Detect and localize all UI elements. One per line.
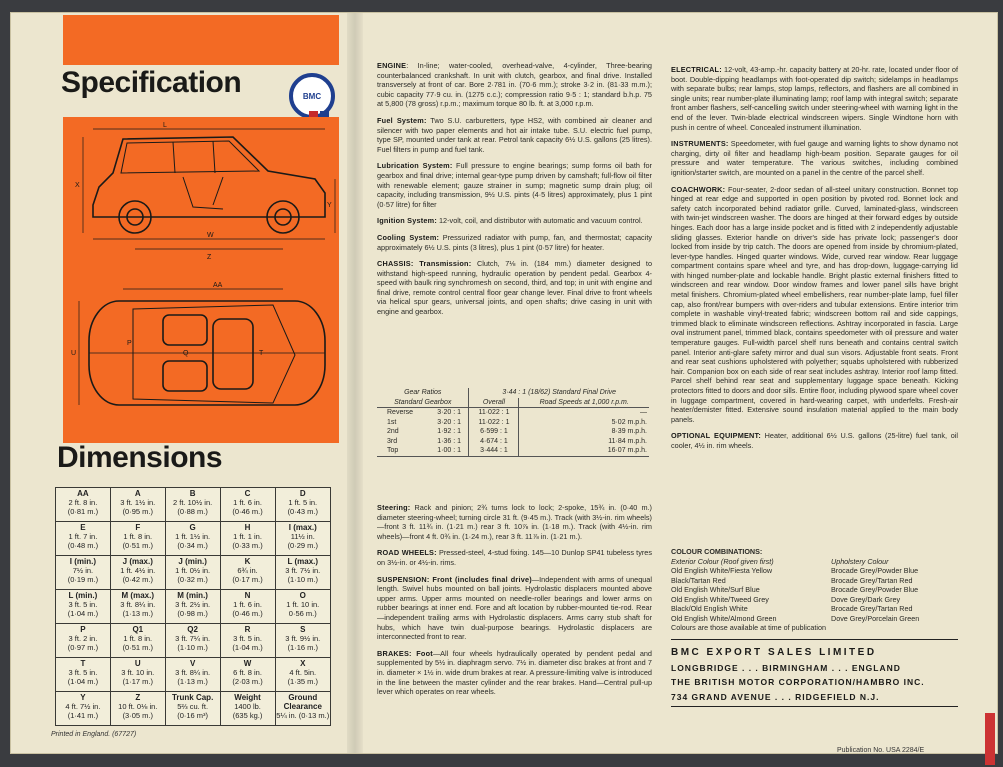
dimension-metric: (1·41 m.) bbox=[67, 711, 99, 720]
dimension-imperial: 10 ft. 0⅛ in. bbox=[118, 702, 158, 711]
gear-ratio: 3·20 : 1 bbox=[430, 408, 469, 418]
fuel-section bbox=[377, 116, 652, 154]
dimension-metric: (0·29 m.) bbox=[287, 541, 318, 550]
dimension-imperial: 3 ft. 8¼ in. bbox=[120, 600, 156, 609]
overall-ratio: 11·022 : 1 bbox=[469, 408, 519, 418]
chassis-text: Clutch, 7⅛ in. (184 mm.) diameter designed to withstand high-speed running, hydraulic operation by pendent pedal. Gearbox 4-speed with baulk ring synchromesh on second, third, and top; in unit with engine and final drive, remote control central floor gear change lever. Final drive to front wheels via helical spur gears, universal joints, and open shafts; drive casing in unit with engine and gearbox. bbox=[377, 259, 653, 317]
dimension-metric: (0·42 m.) bbox=[122, 575, 153, 584]
exterior-colour: Old English White/Fiesta Yellow bbox=[671, 566, 773, 575]
sales-line-4: 734 GRAND AVENUE . . . RIDGEFIELD N.J. bbox=[671, 691, 880, 702]
dimension-cell bbox=[275, 522, 330, 556]
sales-line-1: BMC EXPORT SALES LIMITED bbox=[671, 647, 877, 658]
dimension-imperial: 2 ft. 8 in. bbox=[68, 498, 98, 507]
optional-section bbox=[671, 431, 958, 450]
dimension-key: Y bbox=[80, 693, 86, 702]
suspension-section bbox=[377, 575, 652, 642]
gear-ratios-header: Gear Ratios bbox=[377, 388, 469, 398]
svg-text:Q: Q bbox=[183, 350, 189, 357]
svg-text:W: W bbox=[207, 232, 214, 239]
dimension-key: AA bbox=[77, 489, 89, 498]
dimension-metric: (0·46 m.) bbox=[232, 507, 263, 516]
sales-line-2: LONGBRIDGE . . . BIRMINGHAM . . . ENGLAND bbox=[671, 662, 901, 673]
instruments-text: Speedometer, with fuel gauge and warning lights to show dynamo not charging, dirty oil filter and headlamp high-beam position. Separate gauges for oil pressure and water temperature. The various switches, including combined ignition/starter switch, are mounted on a panel in the centre of the parcel shelf. bbox=[671, 139, 958, 177]
dimension-imperial: 4 ft. 5in. bbox=[289, 668, 317, 677]
dimension-imperial: 1 ft. 7 in. bbox=[68, 532, 98, 541]
car-side-view-diagram bbox=[63, 117, 339, 275]
dimension-cell bbox=[165, 692, 220, 726]
dimension-cell bbox=[275, 590, 330, 624]
dimension-imperial: 1400 lb. bbox=[234, 702, 261, 711]
wheels-section bbox=[377, 548, 652, 567]
dimension-key: X bbox=[300, 659, 306, 668]
overall-header: Overall bbox=[469, 398, 519, 408]
dimension-key: W bbox=[243, 659, 252, 668]
dimension-cell bbox=[56, 692, 111, 726]
dimension-cell bbox=[110, 488, 165, 522]
svg-text:AA: AA bbox=[213, 282, 223, 289]
dimension-key: C bbox=[244, 489, 251, 498]
chassis-section bbox=[377, 259, 652, 317]
dimension-metric: (1·10 m.) bbox=[287, 575, 318, 584]
dimension-cell bbox=[56, 488, 111, 522]
colour-row bbox=[671, 576, 958, 586]
dimension-imperial: 6 ft. 8 in. bbox=[233, 668, 262, 677]
dimension-imperial: 5⅔ cu. ft. bbox=[177, 702, 209, 711]
overall-ratio: 3·444 : 1 bbox=[469, 446, 519, 456]
dimension-metric: (0·43 m.) bbox=[287, 507, 318, 516]
dimension-metric: (1·17 m.) bbox=[122, 677, 153, 686]
dimension-imperial: 1 ft. 8 in. bbox=[123, 634, 153, 643]
dimension-key: Q2 bbox=[187, 625, 198, 634]
upholstery-colour: Dove Grey/Porcelain Green bbox=[831, 613, 920, 623]
dimension-metric: (1·13 m.) bbox=[122, 609, 153, 618]
upholstery-colour: Brocade Grey/Tartan Red bbox=[831, 575, 913, 585]
ignition-heading: Ignition System: bbox=[377, 216, 437, 226]
svg-text:P: P bbox=[127, 340, 132, 347]
dimension-metric: (0·17 m.) bbox=[232, 575, 263, 584]
dimension-imperial: 3 ft. 2½ in. bbox=[175, 600, 211, 609]
dimension-row bbox=[56, 556, 331, 590]
overall-ratio: 6·599 : 1 bbox=[469, 427, 519, 437]
engine-heading: ENGINE bbox=[377, 61, 407, 70]
dimension-metric: (0·98 m.) bbox=[177, 609, 208, 618]
exterior-colour: Black/Old English White bbox=[671, 604, 748, 613]
gear-row bbox=[377, 437, 649, 447]
dimension-row bbox=[56, 488, 331, 522]
electrical-section bbox=[671, 65, 958, 132]
dimension-imperial: 2 ft. 10½ in. bbox=[173, 498, 213, 507]
dimension-metric: (2·03 m.) bbox=[232, 677, 263, 686]
printed-note: Printed in England. (67727) bbox=[51, 731, 137, 738]
svg-text:U: U bbox=[71, 350, 77, 357]
coachwork-heading: COACHWORK: bbox=[671, 184, 726, 194]
dimension-cell bbox=[110, 658, 165, 692]
dimension-metric: (0·81 m.) bbox=[67, 507, 99, 516]
publication-number: Publication No. USA 2284/E bbox=[837, 747, 925, 754]
dimension-imperial: 3 ft. 5 in. bbox=[68, 600, 98, 609]
optional-text: Heater, additional 6½ U.S. gallons (25-litre) fuel tank, oil cooler, 4½ in. rim wheels. bbox=[671, 431, 958, 450]
ignition-section bbox=[377, 216, 652, 226]
dimension-cell bbox=[165, 624, 220, 658]
colour-row bbox=[671, 566, 958, 576]
exterior-colour: Old English White/Tweed Grey bbox=[671, 594, 769, 604]
dimension-imperial: 1 ft. 8 in. bbox=[123, 532, 153, 541]
dimension-key: H bbox=[244, 523, 251, 532]
exterior-colour-header: Exterior Colour (Roof given first) bbox=[671, 556, 774, 566]
dimension-cell bbox=[220, 692, 275, 726]
colour-row bbox=[671, 614, 958, 624]
dimension-key: J (max.) bbox=[122, 557, 153, 566]
dimension-key: Trunk Cap. bbox=[171, 693, 214, 702]
dimension-key: L (min.) bbox=[68, 591, 98, 600]
exterior-colour: Old English White/Surf Blue bbox=[671, 585, 760, 594]
dimension-cell bbox=[56, 624, 111, 658]
gear-ratio-table bbox=[377, 388, 649, 457]
dimensions-heading: Dimensions bbox=[57, 441, 223, 474]
dimension-cell bbox=[110, 692, 165, 726]
colour-row bbox=[671, 604, 958, 614]
dimension-cell bbox=[110, 556, 165, 590]
dimension-imperial: 3 ft. 1½ in. bbox=[120, 498, 156, 507]
dimension-key: Weight bbox=[234, 693, 261, 702]
optional-heading: OPTIONAL EQUIPMENT: bbox=[671, 431, 762, 441]
colour-heading: COLOUR COMBINATIONS: bbox=[671, 547, 763, 556]
colour-row bbox=[671, 595, 958, 605]
brochure-sheet bbox=[10, 12, 998, 754]
wheels-text: Pressed-steel, 4-stud fixing. 145—10 Dunlop SP41 tubeless tyres on 3½-in. or 4½-in. rims. bbox=[377, 548, 652, 567]
dimension-metric: (1·16 m.) bbox=[287, 643, 318, 652]
dimension-imperial: 1 ft. 0½ in. bbox=[175, 566, 211, 575]
suspension-text: —Independent with arms of unequal length. Swivel hubs mounted on ball joints. Hydrolastic displacers mounted above upper arms. Upper arms mounted on needle-roller bearings and lower arms on rubber bearings at inner end. Fore and aft location by rubber-mounted tie-rod. Rear—independent trailing arms with Hydrolastic displacers. Arms carry stub shaft for hubs, which have twin dual-purpose bearings. Hydrolastic displacers are interconnected front to rear. bbox=[377, 574, 652, 642]
upholstery-colour: Brocade Grey/Tartan Red bbox=[831, 604, 913, 613]
spec-column-right bbox=[671, 65, 958, 458]
dimension-cell bbox=[275, 488, 330, 522]
steering-section bbox=[377, 503, 652, 541]
standard-gearbox-header: Standard Gearbox bbox=[377, 398, 469, 408]
dimension-metric: (0·88 m.) bbox=[177, 507, 208, 516]
electrical-heading: ELECTRICAL: bbox=[671, 65, 722, 74]
dimension-cell bbox=[56, 658, 111, 692]
car-top-view-panel bbox=[63, 275, 339, 443]
gear-ratio: 1·92 : 1 bbox=[430, 427, 469, 437]
brakes-text: —All four wheels hydraulically operated by pendent pedal and supplemented by 5½ in. diaphragm servo. 7½ in. diameter disc brakes at front and 7 in. diameter × 1½ in. wide drum brakes at rear. A pressure-limiting valve is introduced in the line between the master cylinder and the rear brakes. Hand—Central pull-up lever which operates on rear wheels. bbox=[377, 648, 652, 697]
dimension-metric: (1·04 m.) bbox=[67, 677, 99, 686]
dimension-cell bbox=[220, 658, 275, 692]
svg-text:X: X bbox=[75, 182, 80, 189]
lubrication-section bbox=[377, 161, 652, 209]
overall-ratio: 4·674 : 1 bbox=[469, 437, 519, 447]
dimension-metric: (0·32 m.) bbox=[177, 575, 208, 584]
dimension-imperial: 1 ft. 1½ in. bbox=[175, 532, 211, 541]
dimension-metric: (0·16 m³) bbox=[177, 711, 209, 720]
dimension-key: I (min.) bbox=[69, 557, 97, 566]
colour-note: Colours are those available at time of publication bbox=[671, 623, 827, 632]
dimension-cell bbox=[56, 590, 111, 624]
dimension-key: K bbox=[244, 557, 251, 566]
dimension-metric: (0·34 m.) bbox=[177, 541, 208, 550]
dimension-imperial: 3 ft. 2 in. bbox=[68, 634, 98, 643]
gear-row bbox=[377, 418, 649, 428]
dimension-row bbox=[56, 624, 331, 658]
dimension-row bbox=[56, 522, 331, 556]
dimension-cell bbox=[220, 522, 275, 556]
dimension-cell bbox=[220, 624, 275, 658]
dimension-key: M (min.) bbox=[177, 591, 208, 600]
dimension-imperial: 1 ft. 5 in. bbox=[288, 498, 318, 507]
wheels-heading: ROAD WHEELS: bbox=[377, 548, 437, 558]
dimension-row bbox=[56, 658, 331, 692]
dimension-key: A bbox=[134, 489, 141, 498]
dimension-imperial: 3 ft. 5 in. bbox=[233, 634, 262, 643]
dimension-key: U bbox=[134, 659, 141, 668]
road-speed: 8·39 m.p.h. bbox=[611, 428, 647, 435]
cooling-text: Pressurized radiator with pump, fan, and thermostat; capacity approximately 6½ U.S. pints (3 litres), plus 1 pint (0·57 litre) for heater. bbox=[377, 232, 652, 252]
dimension-metric: (1·13 m.) bbox=[177, 677, 208, 686]
dimension-metric: (0·95 m.) bbox=[122, 507, 153, 516]
specification-heading: Specification bbox=[61, 66, 242, 99]
dimension-cell bbox=[220, 488, 275, 522]
coachwork-section bbox=[671, 185, 958, 425]
dimension-key: Q1 bbox=[132, 625, 144, 634]
gear-name: Top bbox=[387, 447, 399, 454]
steering-text: Rack and pinion; 2¾ turns lock to lock; 2-spoke, 15¾ in. (0·40 m.) diameter steering-wheel; turning circle 31 ft. (9·45 m.). Track (with 3½-in. rim wheels)—front 3 ft. 11¾ in. (1·21 m.) rear 3 ft. 10⅞ in. (1·18 m.). Track (with 4½-in. rim wheels)—front 4 ft. 0¾ in. (1·24 m.), rear 3 ft. 11⅞ in. (1·21 m.). bbox=[377, 503, 652, 541]
dimension-metric: (0·19 m.) bbox=[67, 575, 99, 584]
dimension-cell bbox=[275, 658, 330, 692]
road-speed: 11·84 m.p.h. bbox=[608, 437, 647, 445]
spec-column-middle bbox=[377, 61, 652, 324]
dimension-cell bbox=[220, 590, 275, 624]
gear-name: Reverse bbox=[387, 409, 414, 416]
dimension-imperial: 1 ft. 4½ in. bbox=[120, 566, 156, 575]
engine-text: : In-line; water-cooled, overhead-valve, 4-cylinder, Three-bearing counterbalanced crankshaft. In unit with clutch, gearbox, and final drive. Installed transversely at front of car. Bore 2·781 in. (70·6 mm.); stroke 3·2 in. (81·33 m.m.); cubic capacity 77·9 cu. in. (1275 c.c.); compression ratio 9·5 : 1; standard b.h.p. 75 at 5,800 (78 gross) r.p.m.; maximum torque 80 lb. ft. at 3,000 r.p.m. bbox=[377, 61, 652, 109]
gear-row bbox=[377, 408, 649, 418]
dimension-key: J (min.) bbox=[178, 557, 207, 566]
dimension-key: V bbox=[189, 659, 196, 668]
dimension-cell bbox=[110, 522, 165, 556]
dimension-imperial: 5¼ in. (0·13 m.) bbox=[276, 711, 330, 720]
dimension-metric: (1·04 m.) bbox=[67, 609, 99, 618]
dimension-imperial: 1 ft. 6 in. bbox=[233, 600, 262, 609]
dimension-cell bbox=[56, 522, 111, 556]
fuel-heading: Fuel System: bbox=[377, 115, 427, 125]
dimension-key: E bbox=[80, 523, 86, 532]
exterior-colour: Old English White/Almond Green bbox=[671, 613, 777, 623]
dimension-imperial: 3 ft. 7½ in. bbox=[285, 566, 321, 575]
fuel-text: Two S.U. carburetters, type HS2, with combined air cleaner and silencer with two paper elements and hot air intake tube. S.U. electric fuel pump, type SP, mounted under tank at rear. Petrol tank capacity 6½ U.S. gallons (25 litres). Fuel filters in pump and fuel tank. bbox=[377, 115, 652, 154]
svg-text:Y: Y bbox=[327, 202, 332, 209]
dimension-metric: 0·56 m.) bbox=[288, 609, 317, 618]
orange-header-band bbox=[63, 15, 339, 65]
dimension-cell bbox=[165, 488, 220, 522]
dimension-metric: (1·10 m.) bbox=[177, 643, 208, 652]
exterior-colour: Black/Tartan Red bbox=[671, 575, 726, 585]
chassis-heading: CHASSIS: Transmission: bbox=[377, 259, 472, 269]
instruments-section bbox=[671, 139, 958, 177]
final-drive-header: 3·44 : 1 (18/62) Standard Final Drive bbox=[502, 389, 617, 396]
dimension-key: S bbox=[300, 625, 306, 634]
badge-text: BMC bbox=[302, 91, 322, 101]
dimensions-table bbox=[55, 487, 331, 726]
dimension-imperial: 4 ft. 7½ in. bbox=[65, 702, 101, 711]
sales-line-3: THE BRITISH MOTOR CORPORATION/HAMBRO INC. bbox=[671, 677, 925, 687]
upholstery-colour-header: Upholstery Colour bbox=[831, 556, 889, 566]
dimension-key: L (max.) bbox=[287, 557, 319, 566]
steering-heading: Steering: bbox=[377, 503, 411, 512]
dimension-key: P bbox=[80, 625, 86, 634]
ignition-text: 12-volt, coil, and distributor with automatic and vacuum control. bbox=[436, 216, 643, 226]
colour-combinations bbox=[671, 547, 958, 633]
dimension-cell bbox=[275, 556, 330, 590]
dimension-cell bbox=[110, 590, 165, 624]
gear-name: 3rd bbox=[387, 437, 398, 445]
coachwork-text: Four-seater, 2-door sedan of all-steel unitary construction. Bonnet top hinged at rear edge and supported in open position by pivoted rod. Bonnet lock and safety catch incorporated behind radiator grille. Curved, laminated-glass, windscreen with twin-jet windscreen washer. The doors are hinged at their forward edges by outside hinges. Each door has a large inside pocket and is fitted with 2 independently adjustable sliding glasses. Exterior handle on driver's side has private lock; passenger's door locked from inside by trip catch. The doors are opened from inside by chromium-plated, lever-type handles. Hinged quarter windows. Wide, curved rear window. Rear luggage compartment contains spare wheel and tyre, and has drop-down, luggage-carrying lid with hinged number-plate and lockable handle. Bright plastic external finishers fitted to windscreen and rear window. Door window frames and lower panel sills have bright metal finishers. Chromium-plated wheel embellishers, rear number-plate lamp, fuel filler cap, also front/rear bumpers with over-riders and tubular extensions. Entire interior trim complete in washable vinyl-treated fabric; windscreen bottom rail and side cappings, trimmed black to eliminate windscreen reflections. Ashtray incorporated in fascia. Large oval instrument panel, trimmed black, contains speedometer with oil pressure and water temperature gauges. Full-width parcel shelf runs beneath and contains central switch panel. Interior anti-glare safety mirror and dual sun visors. Adjustable front seats. Front and rear seat cushions upholstered with polyether; squabs upholstered with rubberized hair. Companion box on each side of rear seat includes ashtray. Interior roof lamp fitted. Parcel shelf behind rear seat and supplementary luggage space beneath. Kicking protectors fitted to doors and door sills. Entire floor, including plywood spare wheel cover in luggage compartment, covered in hard-wearing carpet, with underfelts. Fresh-air heater/demister fitted. Extensive sound insulation material applied to the main body panels. bbox=[671, 184, 958, 424]
suspension-heading: SUSPENSION: Front (includes final drive) bbox=[377, 574, 532, 584]
dimension-cell bbox=[220, 556, 275, 590]
colour-row bbox=[671, 585, 958, 595]
upholstery-colour: Brocade Grey/Powder Blue bbox=[831, 585, 919, 594]
dimension-imperial: 1 ft. 1 in. bbox=[233, 532, 262, 541]
dimension-cell bbox=[275, 624, 330, 658]
gear-row bbox=[377, 427, 649, 437]
dimension-metric: (0·51 m.) bbox=[122, 643, 153, 652]
upholstery-colour: Dove Grey/Dark Grey bbox=[831, 594, 901, 604]
instruments-heading: INSTRUMENTS: bbox=[671, 139, 729, 149]
gear-row bbox=[377, 446, 649, 456]
road-speeds-header: Road Speeds at 1,000 r.p.m. bbox=[539, 398, 629, 406]
dimension-cell bbox=[56, 556, 111, 590]
dimension-metric: (1·35 m.) bbox=[287, 677, 318, 686]
overall-ratio: 11·022 : 1 bbox=[469, 418, 519, 428]
engine-section bbox=[377, 61, 652, 109]
dimension-cell bbox=[275, 692, 330, 726]
car-top-view-diagram bbox=[63, 275, 339, 443]
lubrication-heading: Lubrication System: bbox=[377, 161, 453, 171]
dimension-cell bbox=[165, 590, 220, 624]
dimension-cell bbox=[165, 522, 220, 556]
electrical-text: 12-volt, 43-amp.-hr. capacity battery at 20-hr. rate, located under floor of boot. Double-dipping headlamps with foot-operated dip switch; sidelamps in headlamps with separate bulbs; rear lamps, stop lamps, reflectors, and flashers are all combined in single units; rear number-plate illuminating lamp; roof lamp with integral switch; separate front amber flashers, self-cancelling switch under steering-wheel with warning light in the end of the lever. Twin-blade electrical windscreen wipers. Single Windtone horn with push in centre of wheel. Concealed instrument illumination. bbox=[671, 65, 958, 132]
dimension-cell bbox=[110, 624, 165, 658]
dimension-key: R bbox=[244, 625, 251, 634]
road-speed: — bbox=[640, 409, 647, 416]
dimension-metric: (635 kg.) bbox=[232, 711, 263, 720]
dimension-key: Ground Clearance bbox=[283, 693, 322, 711]
dimension-key: M (max.) bbox=[121, 591, 154, 600]
dimension-imperial: 1 ft. 10 in. bbox=[286, 600, 320, 609]
lubrication-text: Full pressure to engine bearings; sump forms oil bath for gearbox and final drive; internal gear-type pump driven by camshaft; full-flow oil filter with renewable element; gauze strainer in sump; magnetic sump drain plug; oil capacity, including transmission, 9½ U.S. pints (4·5 litres) approximately, plus 1 pint (0·57 litre) for filter bbox=[377, 161, 652, 209]
dimension-key: T bbox=[80, 659, 86, 668]
dimension-imperial: 3 ft. 9½ in. bbox=[285, 634, 321, 643]
dimension-key: G bbox=[189, 523, 196, 532]
spec-column-middle-lower bbox=[377, 503, 652, 704]
gear-name: 1st bbox=[387, 418, 397, 426]
car-side-view-panel bbox=[63, 117, 339, 275]
cooling-heading: Cooling System: bbox=[377, 232, 440, 242]
dimension-imperial: 3 ft. 5 in. bbox=[68, 668, 98, 677]
gear-ratio: 1·36 : 1 bbox=[430, 437, 469, 447]
dimension-key: I (max.) bbox=[288, 523, 317, 532]
gear-ratio: 1·00 : 1 bbox=[430, 446, 469, 456]
dimension-imperial: 3 ft. 7¼ in. bbox=[175, 634, 211, 643]
dimension-metric: (0·51 m.) bbox=[122, 541, 153, 550]
sales-address-block bbox=[671, 639, 958, 707]
road-speed: 16·07 m.p.h. bbox=[607, 447, 647, 454]
dimension-imperial: 6¾ in. bbox=[237, 566, 258, 575]
dimension-metric: (0·33 m.) bbox=[232, 541, 263, 550]
dimension-metric: (0·48 m.) bbox=[67, 541, 99, 550]
upholstery-colour: Brocade Grey/Powder Blue bbox=[831, 566, 919, 575]
road-speed: 5·02 m.p.h. bbox=[611, 418, 647, 426]
dimension-imperial: 3 ft. 8¼ in. bbox=[175, 668, 211, 677]
dimension-imperial: 11½ in. bbox=[290, 532, 315, 541]
gear-ratio: 3·20 : 1 bbox=[430, 418, 469, 428]
dimension-cell bbox=[165, 658, 220, 692]
red-tab bbox=[985, 713, 995, 765]
cooling-section bbox=[377, 233, 652, 252]
dimension-key: F bbox=[135, 523, 141, 532]
dimension-row bbox=[56, 692, 331, 726]
gear-name: 2nd bbox=[387, 428, 399, 435]
dimension-key: O bbox=[299, 591, 306, 600]
dimension-metric: (1·04 m.) bbox=[232, 643, 263, 652]
svg-text:T: T bbox=[259, 350, 264, 357]
dimension-cell bbox=[165, 556, 220, 590]
dimension-key: N bbox=[244, 591, 251, 600]
svg-text:Z: Z bbox=[207, 254, 212, 261]
dimension-imperial: 3 ft. 10 in. bbox=[121, 668, 155, 677]
brakes-heading: BRAKES: Foot bbox=[377, 648, 433, 658]
dimension-imperial: 1 ft. 6 in. bbox=[233, 498, 262, 507]
dimension-key: D bbox=[299, 489, 306, 498]
dimension-metric: (3·05 m.) bbox=[122, 711, 153, 720]
dimension-imperial: 7½ in. bbox=[72, 566, 94, 575]
svg-text:L: L bbox=[163, 122, 167, 129]
dimension-metric: (0·97 m.) bbox=[67, 643, 99, 652]
dimension-row bbox=[56, 590, 331, 624]
brakes-section bbox=[377, 649, 652, 697]
dimension-key: B bbox=[189, 489, 196, 498]
dimension-metric: (0·46 m.) bbox=[232, 609, 263, 618]
dimension-key: Z bbox=[135, 693, 141, 702]
